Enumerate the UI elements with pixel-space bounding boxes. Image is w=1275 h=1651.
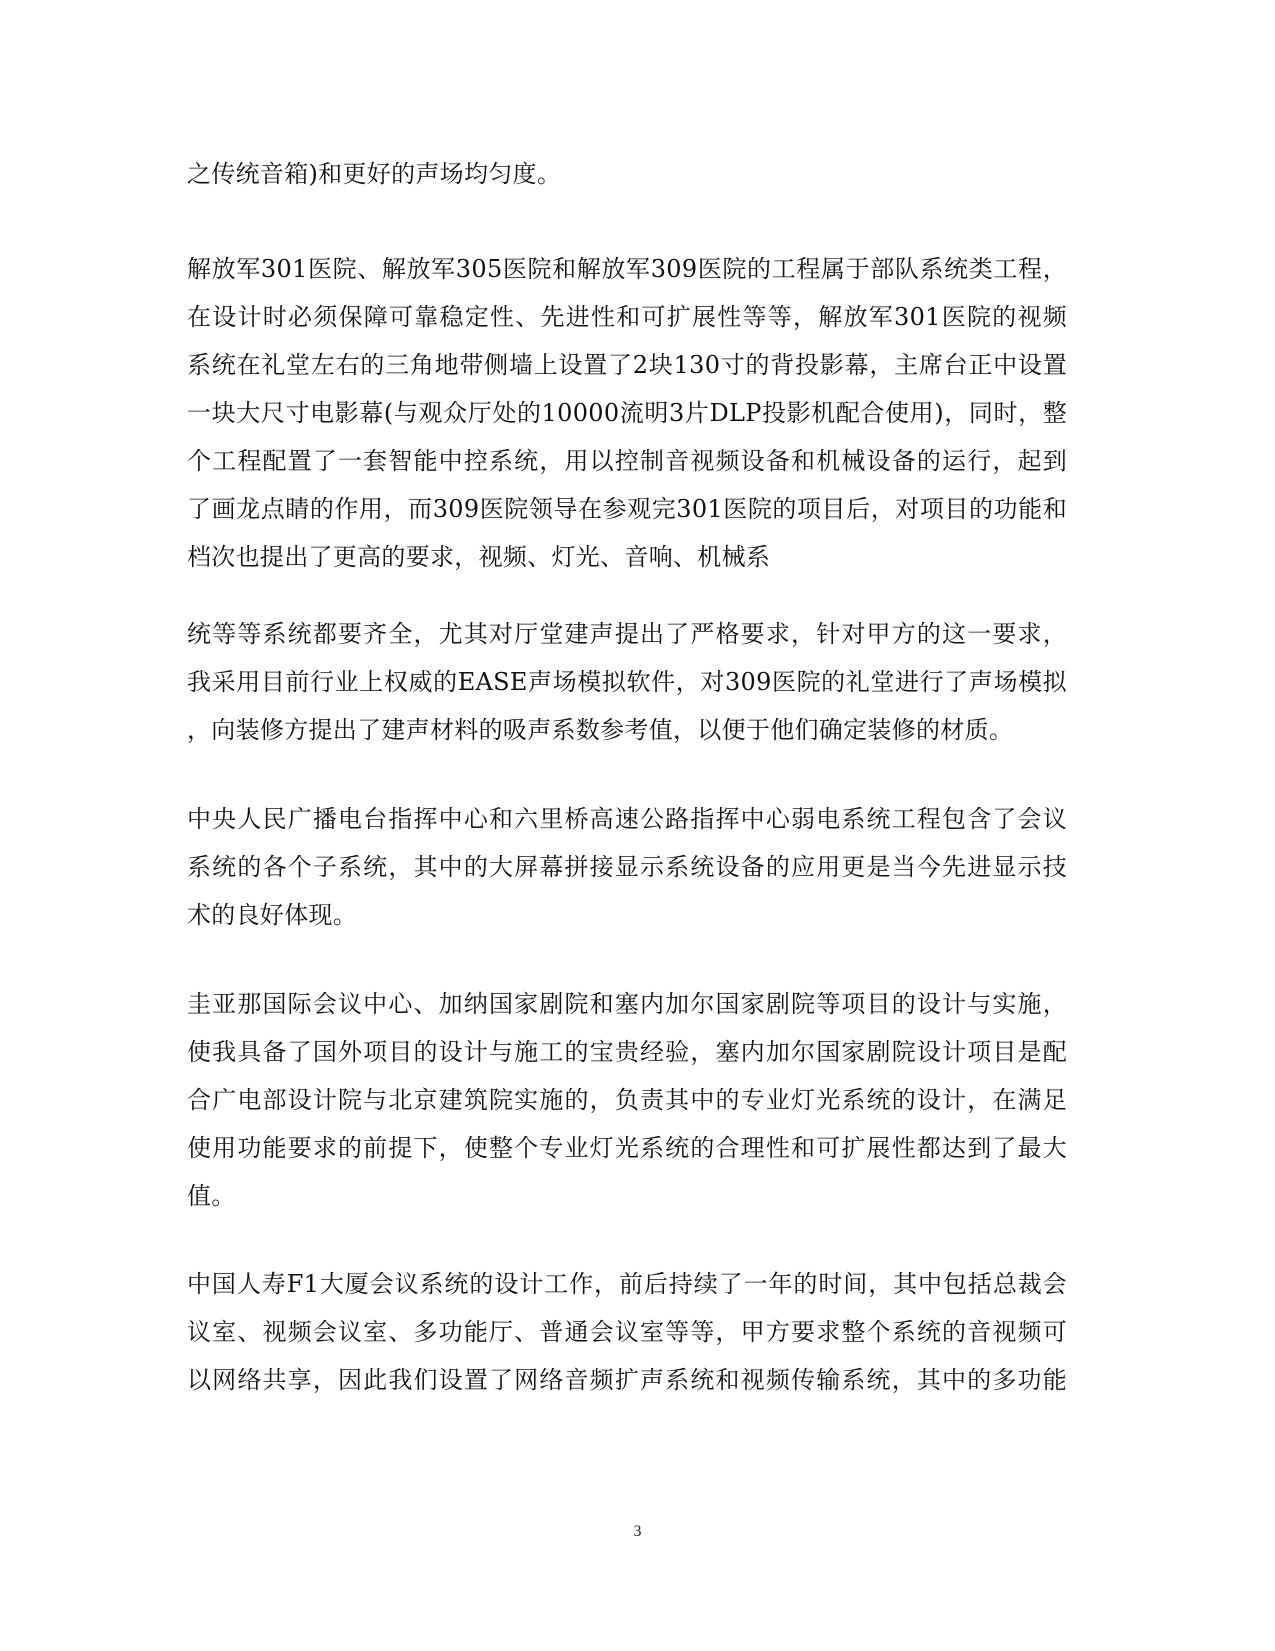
text-line: 系统在礼堂左右的三角地带侧墙上设置了2块130寸的背投影幕，主席台正中设置 xyxy=(187,351,1067,379)
text-line: 解放军301医院、解放军305医院和解放军309医院的工程属于部队系统类工程， xyxy=(187,255,1067,283)
text-line: 在设计时必须保障可靠稳定性、先进性和可扩展性等等，解放军301医院的视频 xyxy=(187,303,1067,331)
text-line: 使我具备了国外项目的设计与施工的宝贵经验，塞内加尔国家剧院设计项目是配 xyxy=(187,1038,1067,1066)
text-line: 系统的各个子系统，其中的大屏幕拼接显示系统设备的应用更是当今先进显示技 xyxy=(187,853,1067,881)
text-line: 我采用目前行业上权威的EASE声场模拟软件，对309医院的礼堂进行了声场模拟 xyxy=(187,668,1067,696)
paragraph-2 xyxy=(187,245,1067,581)
paragraph-5 xyxy=(187,980,1067,1220)
paragraph-4 xyxy=(187,795,1067,939)
text-line: 以网络共享，因此我们设置了网络音频扩声系统和视频传输系统，其中的多功能 xyxy=(187,1366,1067,1394)
text-line: 议室、视频会议室、多功能厅、普通会议室等等，甲方要求整个系统的音视频可 xyxy=(187,1318,1067,1346)
text-line: 个工程配置了一套智能中控系统，用以控制音视频设备和机械设备的运行，起到 xyxy=(187,447,1067,475)
text-line: 术的良好体现。 xyxy=(187,901,358,929)
text-line: 使用功能要求的前提下，使整个专业灯光系统的合理性和可扩展性都达到了最大 xyxy=(187,1134,1067,1162)
text-line: 合广电部设计院与北京建筑院实施的，负责其中的专业灯光系统的设计，在满足 xyxy=(187,1086,1067,1114)
text-line: 一块大尺寸电影幕(与观众厅处的10000流明3片DLP投影机配合使用)，同时，整 xyxy=(187,399,1067,427)
text-line: 档次也提出了更高的要求，视频、灯光、音响、机械系 xyxy=(187,543,771,571)
text-line: 中国人寿F1大厦会议系统的设计工作，前后持续了一年的时间，其中包括总裁会 xyxy=(187,1270,1067,1298)
text-line: 值。 xyxy=(187,1182,236,1210)
page-number: 3 xyxy=(633,1523,642,1540)
paragraph-3 xyxy=(187,610,1067,754)
text-line: 之传统音箱)和更好的声场均匀度。 xyxy=(187,160,562,188)
text-line: 圭亚那国际会议中心、加纳国家剧院和塞内加尔国家剧院等项目的设计与实施， xyxy=(187,990,1067,1018)
text-line: 中央人民广播电台指挥中心和六里桥高速公路指挥中心弱电系统工程包含了会议 xyxy=(187,805,1067,833)
text-line: 统等等系统都要齐全，尤其对厅堂建声提出了严格要求，针对甲方的这一要求， xyxy=(187,620,1067,648)
paragraph-1 xyxy=(187,150,1067,198)
text-line: ，向装修方提出了建声材料的吸声系数参考值，以便于他们确定装修的材质。 xyxy=(187,716,1014,744)
paragraph-6 xyxy=(187,1260,1067,1404)
text-line: 了画龙点睛的作用，而309医院领导在参观完301医院的项目后，对项目的功能和 xyxy=(187,495,1067,523)
